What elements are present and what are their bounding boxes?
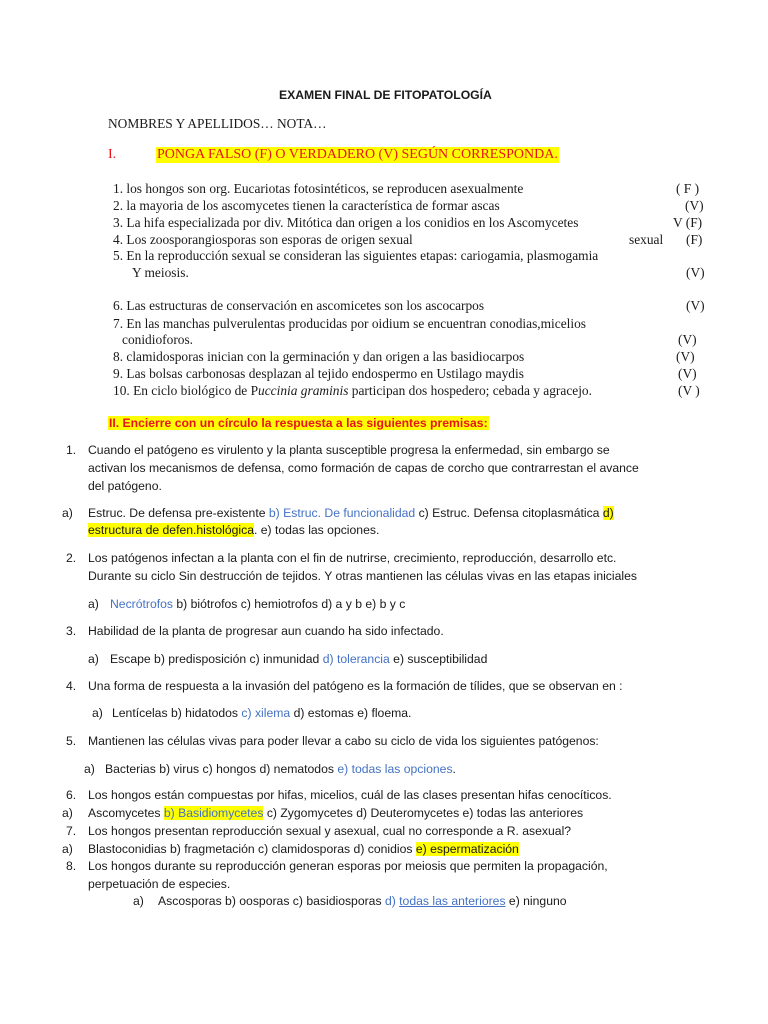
page-title: EXAMEN FINAL DE FITOPATOLOGÍA bbox=[279, 88, 492, 102]
option-label: a) bbox=[88, 652, 99, 666]
question-number: 4. bbox=[66, 679, 77, 693]
tf-item-answer: (V) bbox=[685, 198, 704, 213]
question-number: 5. bbox=[66, 734, 77, 748]
tf-item-answer: ( F ) bbox=[676, 181, 700, 196]
question-text: Los patógenos infectan a la planta con el fin de nutrirse, crecimiento, reproducción, desarrollo etc. bbox=[88, 551, 617, 565]
option-label: a) bbox=[62, 842, 73, 856]
tf-item-text: 10. En ciclo biológico de Puccinia graminis participan dos hospedero; cebada y agracejo. bbox=[113, 383, 592, 398]
tf-item-answer: (V ) bbox=[678, 383, 700, 398]
tf-item-answer: (V) bbox=[686, 265, 705, 280]
tf-item-text: 6. Las estructuras de conservación en ascomicetes son los ascocarpos bbox=[113, 298, 485, 313]
question-text: Durante su ciclo Sin destrucción de tejidos. Y otras mantienen las células vivas en las etapas iniciales bbox=[88, 569, 637, 583]
options-line: Lentícelas b) hidatodos c) xilema d) estomas e) floema. bbox=[112, 706, 412, 720]
options-line: Ascosporas b) oosporas c) basidiosporas d) todas las anteriores e) ninguno bbox=[158, 894, 567, 908]
question-number: 2. bbox=[66, 551, 77, 565]
option-label: a) bbox=[133, 894, 144, 908]
options-line: Necrótrofos b) biótrofos c) hemiotrofos d) a y b e) b y c bbox=[110, 597, 406, 611]
options-line: Escape b) predisposición c) inmunidad d) tolerancia e) susceptibilidad bbox=[110, 652, 488, 666]
section-1-number: I. bbox=[108, 147, 117, 162]
tf-item-text: 1. los hongos son org. Eucariotas fotosintéticos, se reproducen asexualmente bbox=[113, 181, 524, 196]
question-number: 8. bbox=[66, 859, 77, 873]
options-line: Ascomycetes b) Basidiomycetes c) Zygomycetes d) Deuteromycetes e) todas las anteriores bbox=[88, 806, 584, 820]
question-text: del patógeno. bbox=[88, 479, 162, 493]
tf-item-text: 4. Los zoosporangiosporas son esporas de origen sexual bbox=[113, 232, 413, 247]
question-text: Los hongos durante su reproducción generan esporas por meiosis que permiten la propagación, bbox=[88, 859, 608, 873]
option-label: a) bbox=[62, 506, 73, 520]
question-text: Habilidad de la planta de progresar aun cuando ha sido infectado. bbox=[88, 624, 444, 638]
tf-item-answer: (V) bbox=[676, 349, 695, 364]
tf-item-text: 3. La hifa especializada por div. Mitótica dan origen a los conidios en los Ascomycetes bbox=[113, 215, 579, 230]
option-label: a) bbox=[62, 806, 73, 820]
tf-item-text: 7. En las manchas pulverulentas producidas por oidium se encuentran conodias,micelios bbox=[113, 316, 587, 331]
tf-item-answer: (F) bbox=[686, 232, 703, 247]
tf-item-text: 2. la mayoria de los ascomycetes tienen la característica de formar ascas bbox=[113, 198, 500, 213]
tf-item-text: 9. Las bolsas carbonosas desplazan al tejido endospermo en Ustilago maydis bbox=[113, 366, 524, 381]
section-1-heading: PONGA FALSO (F) O VERDADERO (V) SEGÚN CORRESPONDA. bbox=[157, 147, 558, 162]
options-line: Bacterias b) virus c) hongos d) nematodos e) todas las opciones. bbox=[105, 762, 456, 776]
options-line: Estruc. De defensa pre-existente b) Estruc. De funcionalidad c) Estruc. Defensa citoplasmática d) bbox=[88, 506, 614, 520]
question-text: activan los mecanismos de defensa, como formación de capas de corcho que contrarrestan el avance bbox=[88, 461, 639, 475]
tf-item-answer: (V) bbox=[678, 366, 697, 381]
question-text: perpetuación de especies. bbox=[88, 877, 231, 891]
question-number: 3. bbox=[66, 624, 77, 638]
question-text: Mantienen las células vivas para poder llevar a cabo su ciclo de vida los siguientes patógenos: bbox=[88, 734, 599, 748]
option-label: a) bbox=[84, 762, 95, 776]
question-text: Los hongos están compuestas por hifas, micelios, cuál de las clases presentan hifas cenocíticos. bbox=[88, 788, 612, 802]
student-info-line: NOMBRES Y APELLIDOS… NOTA… bbox=[108, 116, 327, 131]
options-line: Blastoconidias b) fragmetación c) clamidosporas d) conidios e) espermatización bbox=[88, 842, 519, 856]
question-number: 1. bbox=[66, 443, 77, 457]
question-text: Una forma de respuesta a la invasión del patógeno es la formación de tílides, que se observan en : bbox=[88, 679, 623, 693]
options-line: estructura de defen.histológica. e) todas las opciones. bbox=[88, 523, 380, 537]
tf-item-text: 8. clamidosporas inician con la germinación y dan origen a las basidiocarpos bbox=[113, 349, 525, 364]
tf-item-extra: sexual bbox=[629, 232, 664, 247]
tf-item-answer: V (F) bbox=[673, 215, 703, 230]
question-number: 7. bbox=[66, 824, 77, 838]
section-2-heading: II. Encierre con un círculo la respuesta a las siguientes premisas: bbox=[109, 416, 488, 430]
tf-item-answer: (V) bbox=[678, 332, 697, 347]
option-label: a) bbox=[92, 706, 103, 720]
tf-item-text-cont: conidioforos. bbox=[122, 332, 194, 347]
question-text: Cuando el patógeno es virulento y la planta susceptible progresa la enfermedad, sin embargo se bbox=[88, 443, 610, 457]
question-number: 6. bbox=[66, 788, 77, 802]
question-text: Los hongos presentan reproducción sexual y asexual, cual no corresponde a R. asexual? bbox=[88, 824, 572, 838]
tf-item-answer: (V) bbox=[686, 298, 705, 313]
tf-item-text: 5. En la reproducción sexual se consideran las siguientes etapas: cariogamia, plasmogamia bbox=[113, 248, 599, 263]
tf-item-text-cont: Y meiosis. bbox=[132, 265, 189, 280]
option-label: a) bbox=[88, 597, 99, 611]
